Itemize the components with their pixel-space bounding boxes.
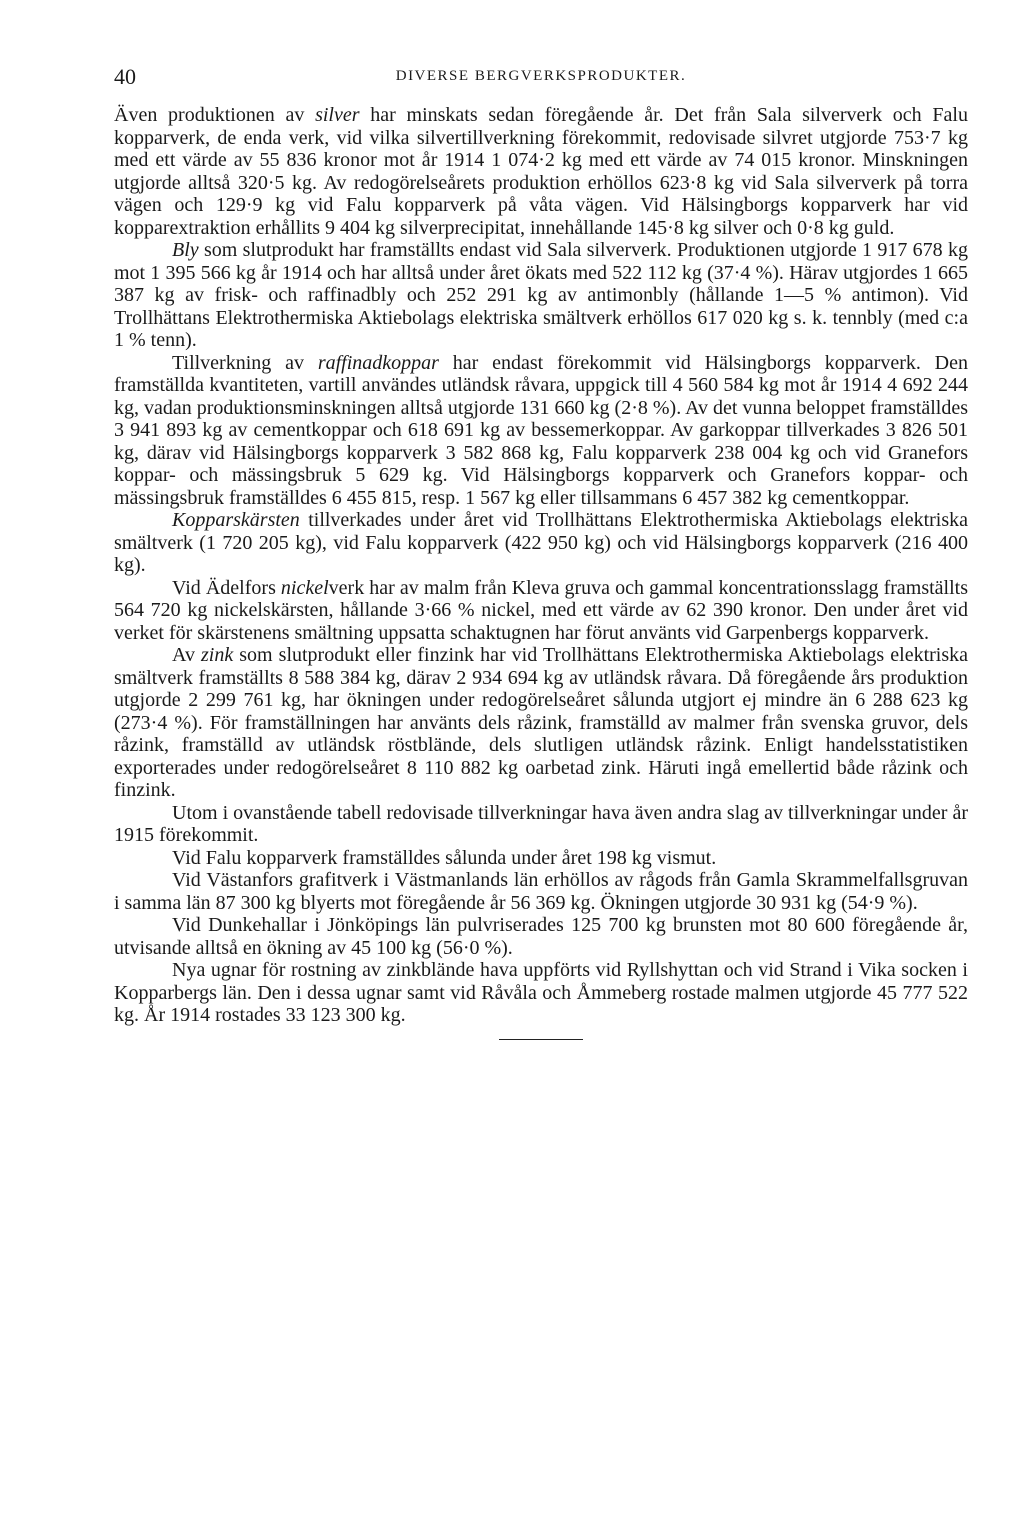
paragraph (114, 959, 968, 1027)
paragraph-text: Vid Dunkehallar i Jönköpings län pulvriserades 125 700 kg brunsten mot 80 600 föregående år, utvisande alltså en ökning av 45 100 kg (56·0 %). (114, 914, 968, 959)
paragraph-text: Utom i ovanstående tabell redovisade tillverkningar hava även andra slag av tillverkningar under år 1915 förekommit. (114, 801, 968, 846)
paragraph-text: tillverkades under året vid Trollhättans Elektrothermiska Aktiebolags elektriska smältverk (1 720 205 kg), vid Falu kopparverk (422 950 kg) och vid Hälsingborgs kopparverk (216 400 kg). (114, 509, 968, 576)
paragraph-text: har endast förekommit vid Hälsingborgs kopparverk. Den framställda kvantiteten, vartill användes utländsk råvara, uppgick till 4 560 584 kg mot år 1914 4 692 244 kg, vadan produktionsminskningen alltså utgjorde 131 660 kg (2·8 %). Av det vunna beloppet framställdes 3 941 893 kg av cementkoppar och 618 691 kg av bessemerkoppar. Av garkoppar tillverkades 3 826 501 kg, därav vid Hälsingborgs kopparverk 3 582 868 kg, Falu kopparverk 238 004 kg och vid Granefors koppar- och mässingsbruk 5 629 kg. Vid Hälsingborgs kopparverk och Granefors koppar- och mässingsbruk framställdes 6 455 815, resp. 1 567 kg eller tillsammans 6 457 382 kg cementkoppar. (114, 351, 969, 509)
paragraph (114, 104, 968, 239)
paragraph-text: som slutprodukt eller finzink har vid Trollhättans Elektrothermiska Aktiebolags elektriska smältverk framställts 8 588 384 kg, därav 2 934 694 kg av utländsk råvara. Då föregående års produktion utgjorde 2 299 761 kg, har ökningen under redogörelseåret sålunda utgjort ej mindre än 6 288 623 kg (273·4 %). För framställningen har använts dels råzink, framställd av malmer från svenska gruvor, dels råzink, framställd av utländsk röstblände, dels slutligen utländsk råzink. Enligt handelsstatistiken exporterades under redogörelseåret 8 110 882 kg oarbetad zink. Häruti ingå emellertid både råzink och finzink. (114, 644, 969, 801)
emphasized-term: silver (315, 104, 360, 126)
paragraph-text: Av (172, 644, 202, 666)
end-rule (499, 1039, 583, 1040)
paragraph (114, 847, 968, 870)
paragraph-text: Vid Ädelfors (172, 576, 281, 599)
emphasized-term: Kopparskärsten (172, 509, 300, 531)
paragraph-text: har minskats sedan föregående år. Det från Sala silververk och Falu kopparverk, de enda verk, vid vilka silvertillverkning förekommit, redovisade silvret utgjorde 753·7 kg med ett värde av 55 836 kronor mot år 1914 1 074·2 kg med ett värde av 74 015 kronor. Minskningen utgjorde alltså 320·5 kg. Av redogörelseårets produktion erhöllos 623·8 kg vid Sala silververk på torra vägen och 129·9 kg vid Falu kopparverk på våta vägen. Vid Hälsingborgs kopparverk har vid kopparextraktion erhållits 9 404 kg silverprecipitat, innehållande 145·8 kg silver och 0·8 kg guld. (114, 104, 968, 239)
paragraph-text: Vid Västanfors grafitverk i Västmanlands län erhöllos av rågods från Gamla Skrammelfallsgruvan i samma län 87 300 kg blyerts mot föregående år 56 369 kg. Ökningen utgjorde 30 931 kg (54·9 %). (114, 869, 968, 914)
paragraph (114, 239, 968, 352)
paragraph-text: Tillverkning av (172, 351, 318, 374)
emphasized-term: Bly (172, 239, 199, 261)
page-number: 40 (114, 64, 136, 89)
paragraph-text: verk har av malm från Kleva gruva och gammal koncentrationsslagg framställts 564 720 kg nickelskärsten, hållande 3·66 % nickel, med ett värde av 62 390 kronor. Den under året vid verket för skärstenens smältning uppsatta schaktugnen har förut använts vid Garpenbergs kopparverk. (114, 576, 969, 644)
paragraph (114, 577, 968, 645)
paragraph (114, 869, 968, 914)
paragraph (114, 802, 968, 847)
paragraph-text: Nya ugnar för rostning av zinkblände hava uppförts vid Ryllshyttan och vid Strand i Vika socken i Kopparbergs län. Den i dessa ugnar samt vid Råvåla och Åmmeberg rostade malmen utgjorde 45 777 522 kg. År 1914 rostades 33 123 300 kg. (114, 959, 968, 1026)
running-title: DIVERSE BERGVERKSPRODUKTER. (395, 68, 687, 84)
emphasized-term: raffinadkoppar (317, 351, 439, 374)
paragraph-text: Även produktionen av (114, 104, 316, 126)
page (114, 60, 968, 1040)
paragraph (114, 352, 968, 510)
emphasized-term: zink (201, 644, 234, 666)
paragraph-text: som slutprodukt har framställts endast vid Sala silververk. Produktionen utgjorde 1 917 678 kg mot 1 395 566 kg år 1914 och har alltså under året ökats med 522 112 kg (37·4 %). Härav utgjordes 1 665 387 kg av frisk- och raffinadbly och 252 291 kg av antimonbly (hållande 1—5 % antimon). Vid Trollhättans Elektrothermiska Aktiebolags elektriska smältverk erhöllos 617 020 kg s. k. tennbly (med c:a 1 % tenn). (114, 239, 968, 351)
body-text (114, 104, 968, 1027)
paragraph (114, 509, 968, 577)
paragraph (114, 914, 968, 959)
page-header (114, 60, 968, 100)
paragraph (114, 644, 968, 802)
paragraph-text: Vid Falu kopparverk framställdes sålunda under året 198 kg vismut. (172, 846, 717, 869)
emphasized-term: nickel (280, 576, 329, 599)
